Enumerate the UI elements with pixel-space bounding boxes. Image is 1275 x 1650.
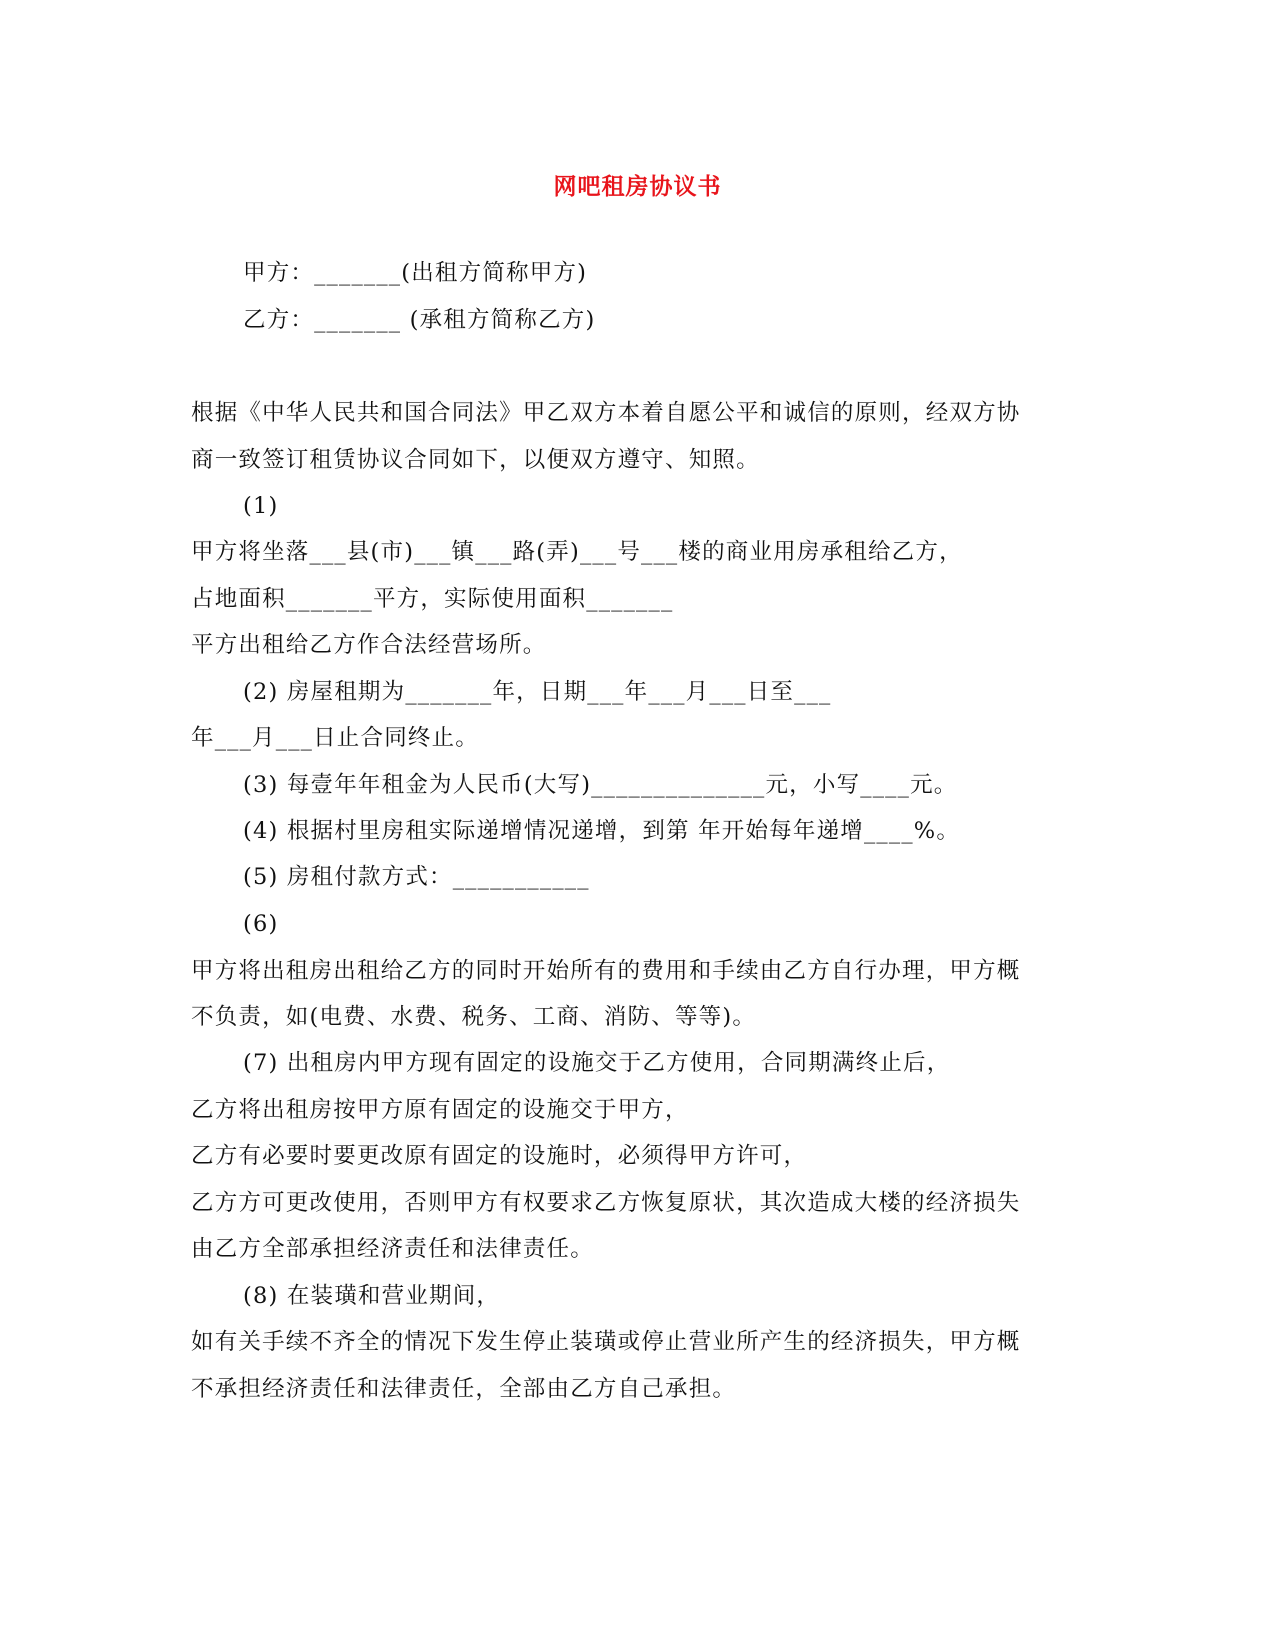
clause-7-line-5: 由乙方全部承担经济责任和法律责任。 [191,1236,594,1262]
party-b-line: 乙方：_______ (承租方简称乙方) [243,307,596,333]
party-a-line: 甲方：_______(出租方简称甲方) [243,260,588,286]
clause-7-line-3: 乙方有必要时要更改原有固定的设施时，必须得甲方许可， [191,1143,808,1169]
clause-2-line-1: (2) 房屋租期为_______年，日期___年___月___日至___ [243,679,832,705]
clause-3-line: (3) 每壹年年租金为人民币(大写)______________元，小写____元。 [243,772,958,798]
clause-7-line-2: 乙方将出租房按甲方原有固定的设施交于甲方， [191,1097,689,1123]
clause-7-line-1: (7) 出租房内甲方现有固定的设施交于乙方使用，合同期满终止后， [243,1050,951,1076]
clause-8-line-1: (8) 在装璜和营业期间， [243,1283,501,1309]
clause-1-number: (1) [243,493,279,519]
clause-6-line-2: 不负责，如(电费、水费、税务、工商、消防、等等)。 [191,1004,757,1030]
clause-1-line-2: 占地面积_______平方，实际使用面积_______ [191,586,674,612]
preamble-line-2: 商一致签订租赁协议合同如下，以便双方遵守、知照。 [191,447,760,473]
clause-2-line-2: 年___月___日止合同终止。 [191,725,480,751]
clause-8-line-2: 如有关手续不齐全的情况下发生停止装璜或停止营业所产生的经济损失，甲方概 [191,1329,1021,1355]
clause-1-line-1: 甲方将坐落___县(市)___镇___路(弄)___号___楼的商业用房承租给乙方， [191,539,963,565]
clause-5-line: (5) 房租付款方式：___________ [243,864,590,890]
clause-6-number: (6) [243,911,279,937]
preamble-line-1: 根据《中华人民共和国合同法》甲乙双方本着自愿公平和诚信的原则，经双方协 [191,400,1021,426]
document-title: 网吧租房协议书 [553,173,722,200]
clause-4-line: (4) 根据村里房租实际递增情况递增，到第 年开始每年递增____%。 [243,818,961,844]
clause-7-line-4: 乙方方可更改使用，否则甲方有权要求乙方恢复原状，其次造成大楼的经济损失 [191,1190,1021,1216]
clause-6-line-1: 甲方将出租房出租给乙方的同时开始所有的费用和手续由乙方自行办理，甲方概 [191,958,1021,984]
clause-1-line-3: 平方出租给乙方作合法经营场所。 [191,632,547,658]
clause-8-line-3: 不承担经济责任和法律责任，全部由乙方自己承担。 [191,1376,737,1402]
